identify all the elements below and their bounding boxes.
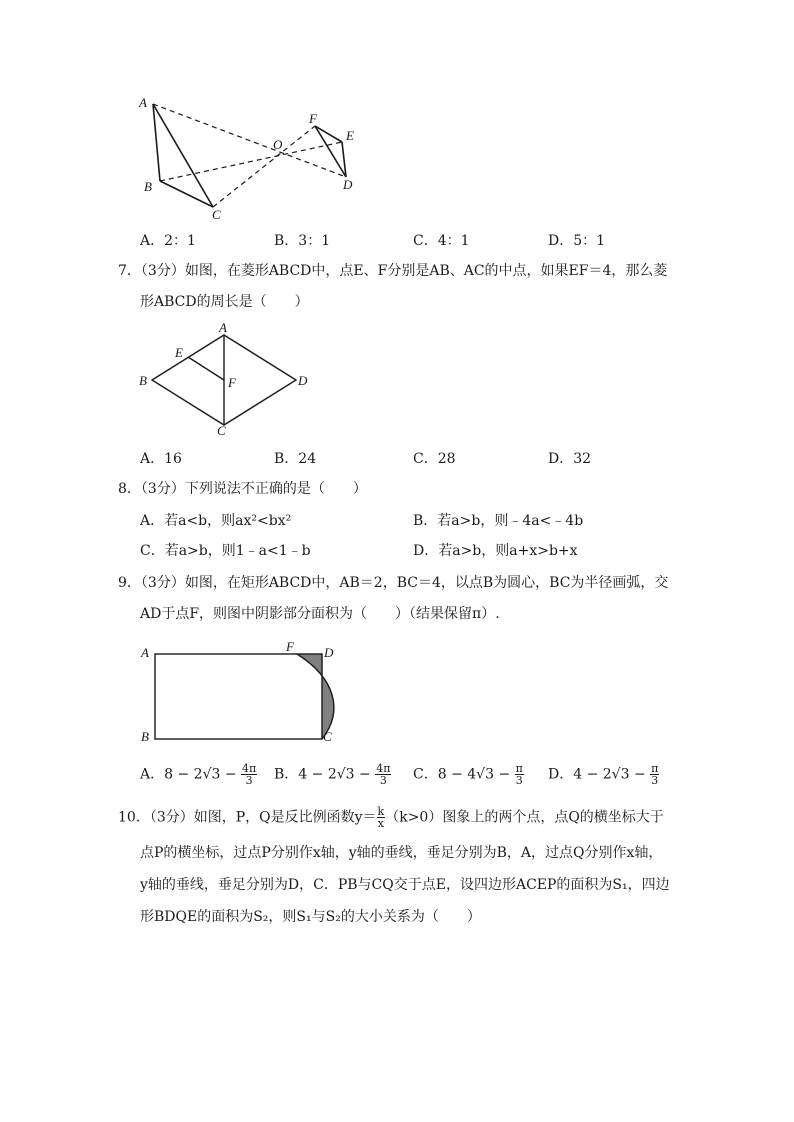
- q6-label-a: A: [139, 95, 147, 110]
- q7-label-c: C: [217, 423, 226, 438]
- q8-option-b: B．若a>b，则﹣4a<﹣4b: [413, 513, 584, 529]
- q8-stem: 8．（3分）下列说法不正确的是（ ）: [118, 481, 367, 497]
- q9-option-b-num: 4π: [376, 762, 391, 775]
- q7-label-b: B: [139, 373, 147, 388]
- q9-option-b-den: 3: [379, 774, 387, 787]
- q9-stem-line2: AD于点F，则图中阴影部分面积为（ ）（结果保留π）.: [140, 606, 500, 622]
- q7-label-d: D: [298, 373, 308, 388]
- q7-label-f: F: [228, 375, 236, 390]
- q7-label-a: A: [219, 320, 227, 335]
- q9-option-c-den: 3: [515, 774, 523, 787]
- q6-label-o: O: [273, 137, 283, 152]
- q10-frac-num: k: [377, 805, 385, 818]
- q10-stem-line4: 形BDQE的面积为S₂，则S₁与S₂的大小关系为（ ）: [140, 909, 481, 925]
- q9-stem-line1: 9．（3分）如图，在矩形ABCD中，AB＝2，BC＝4，以点B为圆心，BC为半径画弧，交: [118, 575, 669, 591]
- q6-label-e: E: [346, 128, 354, 143]
- q10-stem-line2: 点P的横坐标，过点P分别作x轴，y轴的垂线，垂足分别为B，A，过点Q分别作x轴，: [140, 845, 663, 861]
- q9-option-c: [413, 763, 524, 786]
- q9-option-a-den: 3: [245, 774, 253, 787]
- q7-label-e: E: [175, 345, 183, 360]
- q9-option-d-den: 3: [651, 774, 659, 787]
- q9-label-a: A: [141, 645, 149, 660]
- q6-label-f: F: [309, 111, 317, 126]
- q9-option-d-num: π: [651, 762, 659, 775]
- q9-option-b-expr: 4 − 2√3 −: [298, 766, 376, 783]
- q9-option-a-expr: 8 − 2√3 −: [164, 766, 242, 783]
- q7-option-b: B．24: [274, 451, 317, 467]
- q6-option-a: A．2：1: [140, 233, 196, 249]
- q9-label-b: B: [141, 729, 149, 744]
- q10-frac-den: x: [377, 817, 384, 830]
- q9-label-f: F: [286, 639, 294, 654]
- q9-option-c-expr: 8 − 4√3 −: [437, 766, 515, 783]
- q6-label-d: D: [343, 177, 353, 192]
- q7-option-c: C．28: [413, 451, 456, 467]
- q8-option-c: C．若a>b，则1﹣a<1﹣b: [140, 543, 311, 559]
- q10-line1-post: （k>0）图象上的两个点，点Q的横坐标大于: [385, 809, 664, 826]
- q9-label-c: C: [323, 729, 332, 744]
- q10-stem-line1: [118, 806, 664, 829]
- q10-line1-pre: 10．（3分）如图，P，Q是反比例函数y＝: [118, 809, 377, 826]
- q8-option-a: A．若a<b，则ax²<bx²: [140, 513, 292, 529]
- q9-option-b: [274, 763, 391, 786]
- q9-label-d: D: [324, 645, 334, 660]
- q6-label-c: C: [212, 207, 221, 222]
- q9-option-a-letter: A．: [140, 766, 165, 783]
- q9-option-a-num: 4π: [242, 762, 257, 775]
- q6-label-b: B: [144, 179, 152, 194]
- q6-option-d: D．5：1: [548, 233, 606, 249]
- q7-stem-line2: 形ABCD的周长是（ ）: [140, 294, 309, 310]
- q10-stem-line3: y轴的垂线，垂足分别为D，C．PB与CQ交于点E，设四边形ACEP的面积为S₁，四边: [140, 877, 670, 893]
- q7-option-d: D．32: [548, 451, 592, 467]
- q9-option-b-letter: B．: [274, 766, 299, 783]
- q7-stem-line1: 7．（3分）如图，在菱形ABCD中，点E、F分别是AB、AC的中点，如果EF＝4，那么菱: [118, 263, 668, 279]
- q7-option-a: A．16: [140, 451, 182, 467]
- q9-option-d: [548, 763, 659, 786]
- q9-option-c-letter: C．: [413, 766, 438, 783]
- q9-option-d-expr: 4 − 2√3 −: [573, 766, 651, 783]
- q9-option-a: [140, 763, 257, 786]
- q6-option-b: B．3：1: [274, 233, 331, 249]
- q9-option-c-num: π: [515, 762, 523, 775]
- q6-option-c: C．4：1: [413, 233, 470, 249]
- q8-option-d: D．若a>b，则a+x>b+x: [413, 543, 578, 559]
- q9-option-d-letter: D．: [548, 766, 574, 783]
